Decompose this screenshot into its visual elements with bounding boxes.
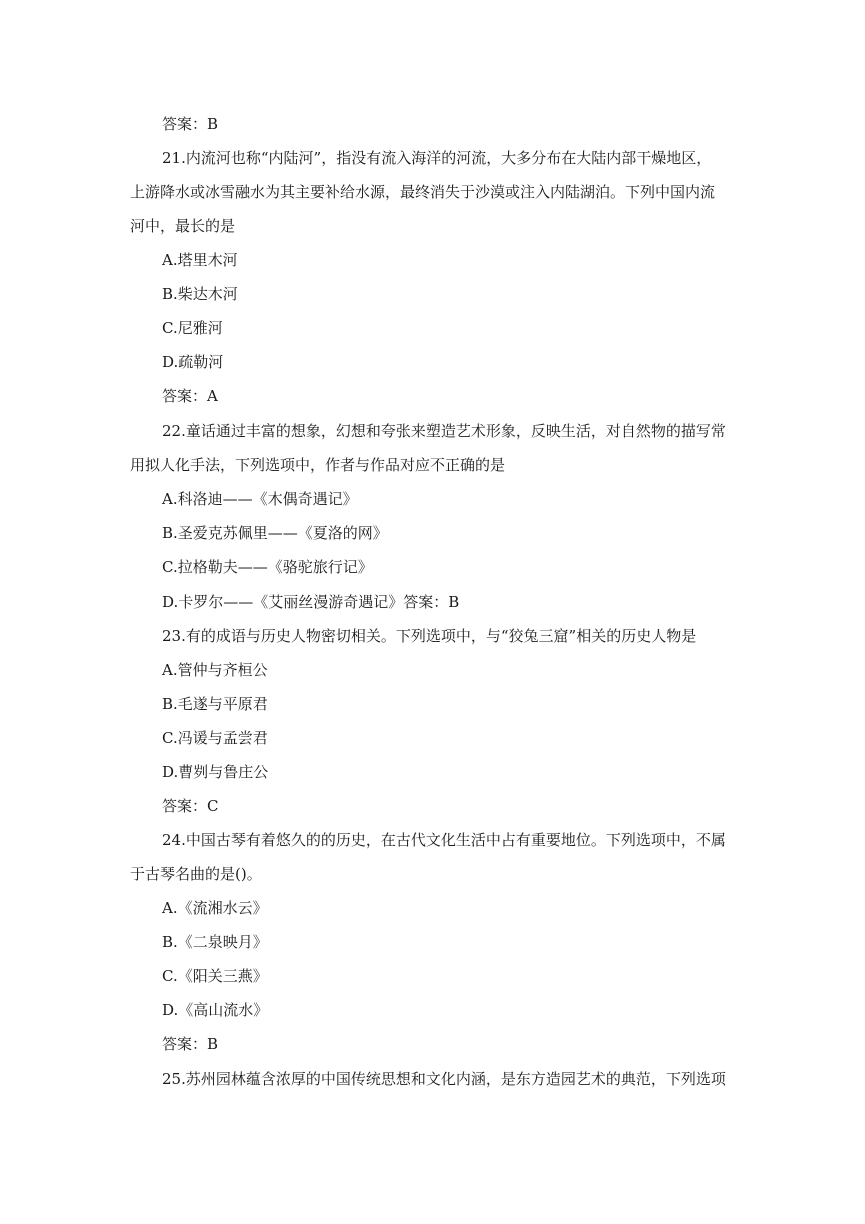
question-22-stem-line-2: 用拟人化手法，下列选项中，作者与作品对应不正确的是: [130, 456, 506, 474]
question-25-stem-line-1: 25.苏州园林蕴含浓厚的中国传统思想和文化内涵，是东方造园艺术的典范，下列选项: [162, 1070, 726, 1088]
question-24-option-d: D.《高山流水》: [162, 1001, 269, 1019]
question-22-option-d-with-answer: D.卡罗尔——《艾丽丝漫游奇遇记》答案：B: [162, 593, 460, 611]
question-24-option-c: C.《阳关三燕》: [162, 967, 268, 985]
question-24-answer: 答案：B: [162, 1035, 219, 1053]
question-24-stem-line-2: 于古琴名曲的是()。: [130, 865, 262, 883]
question-21-stem-line-3: 河中，最长的是: [130, 217, 236, 235]
question-21-answer: 答案：A: [162, 387, 218, 405]
question-23-option-b: B.毛遂与平原君: [162, 695, 268, 713]
question-23-stem-line-1: 23.有的成语与历史人物密切相关。下列选项中，与“狡兔三窟”相关的历史人物是: [162, 627, 697, 645]
question-22-stem-line-1: 22.童话通过丰富的想象，幻想和夸张来塑造艺术形象，反映生活，对自然物的描写常: [162, 422, 726, 440]
question-21-option-d: D.疏勒河: [162, 353, 224, 371]
question-23-option-c: C.冯谖与孟尝君: [162, 729, 268, 747]
question-21-stem-line-2: 上游降水或冰雪融水为其主要补给水源，最终消失于沙漠或注入内陆湖泊。下列中国内流: [130, 183, 716, 201]
question-22-option-c: C.拉格勒夫——《骆驼旅行记》: [162, 558, 373, 576]
question-24-option-b: B.《二泉映月》: [162, 933, 268, 951]
question-23-answer: 答案：C: [162, 797, 219, 815]
question-24-option-a: A.《流湘水云》: [162, 899, 268, 917]
question-21-option-b: B.柴达木河: [162, 285, 238, 303]
question-22-option-a: A.科洛迪——《木偶奇遇记》: [162, 490, 358, 508]
question-21-stem-line-1: 21.内流河也称“内陆河”，指没有流入海洋的河流，大多分布在大陆内部干燥地区，: [162, 149, 712, 167]
question-23-option-a: A.管仲与齐桓公: [162, 661, 268, 679]
question-22-option-b: B.圣爱克苏佩里——《夏洛的网》: [162, 524, 388, 542]
question-21-option-c: C.尼雅河: [162, 319, 223, 337]
question-24-stem-line-1: 24.中国古琴有着悠久的的历史，在古代文化生活中占有重要地位。下列选项中，不属: [162, 831, 726, 849]
answer-line: 答案：B: [162, 115, 219, 133]
question-23-option-d: D.曹刿与鲁庄公: [162, 763, 269, 781]
question-21-option-a: A.塔里木河: [162, 251, 238, 269]
